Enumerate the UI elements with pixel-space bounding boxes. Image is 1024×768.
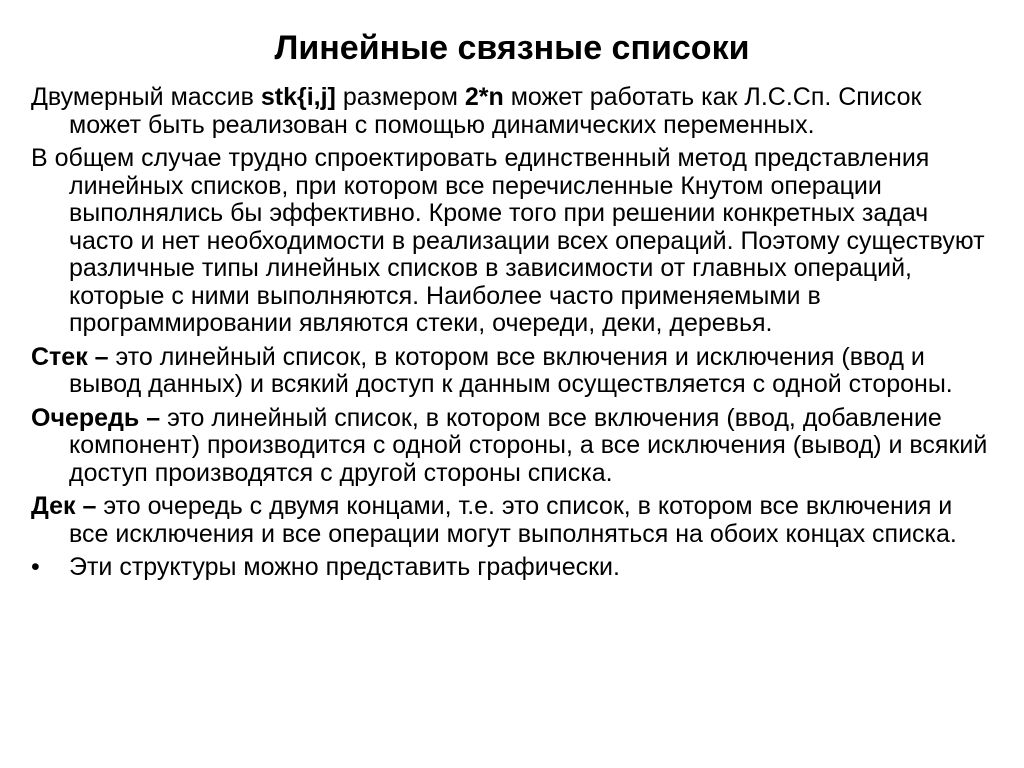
paragraph-array-term-stk: stk{i,j]: [260, 83, 336, 111]
stack-definition: это линейный список, в котором все включения и исключения (ввод и вывод данных) и всякий доступ к данным осуществляется с одной стороны.: [69, 342, 953, 398]
paragraph-array-text-2: размером: [335, 83, 465, 111]
paragraph-array-term-size: 2*n: [464, 83, 504, 111]
paragraph-stack: [31, 344, 991, 399]
queue-definition: это линейный список, в котором все включения (ввод, добавление компонент) производится с одной стороны, а все исключения (вывод) и всякий доступ производятся с другой стороны списка.: [69, 403, 988, 487]
bullet-marker: •: [31, 553, 40, 581]
paragraph-general-text: В общем случае трудно спроектировать единственный метод представления линейных списков, при котором все перечисленные Кнутом операции выполнялись бы эффективно. Кроме того при решении конкретных задач часто и нет необходимости в реализации всех операций. Поэтому существуют различные типы линейных списков в зависимости от главных операций, которые с ними выполняются. Наиболее часто применяемыми в программировании являются стеки, очереди, деки, деревья.: [31, 144, 985, 337]
queue-term: Очередь –: [31, 403, 161, 432]
deque-definition: это очередь с двумя концами, т.е. это список, в котором все включения и все исключения и все операции могут выполняться на обоих концах списка.: [69, 492, 957, 548]
bullet-text: Эти структуры можно представить графически.: [69, 553, 620, 581]
paragraph-array-text-1: Двумерный массив: [31, 83, 261, 111]
stack-term: Стек –: [31, 342, 109, 371]
paragraph-array: [31, 84, 991, 139]
paragraph-deque: [31, 493, 991, 548]
paragraph-array-text-3: может работать как Л.С.Сп. Список может быть реализован с помощью динамических переменных.: [69, 83, 922, 139]
slide-title: Линейные связные списоки: [274, 29, 750, 67]
bullet-item: [31, 554, 991, 582]
paragraph-queue: [31, 405, 991, 488]
paragraph-general: [31, 145, 991, 338]
slide-body: [31, 84, 991, 582]
deque-term: Дек –: [31, 492, 97, 520]
